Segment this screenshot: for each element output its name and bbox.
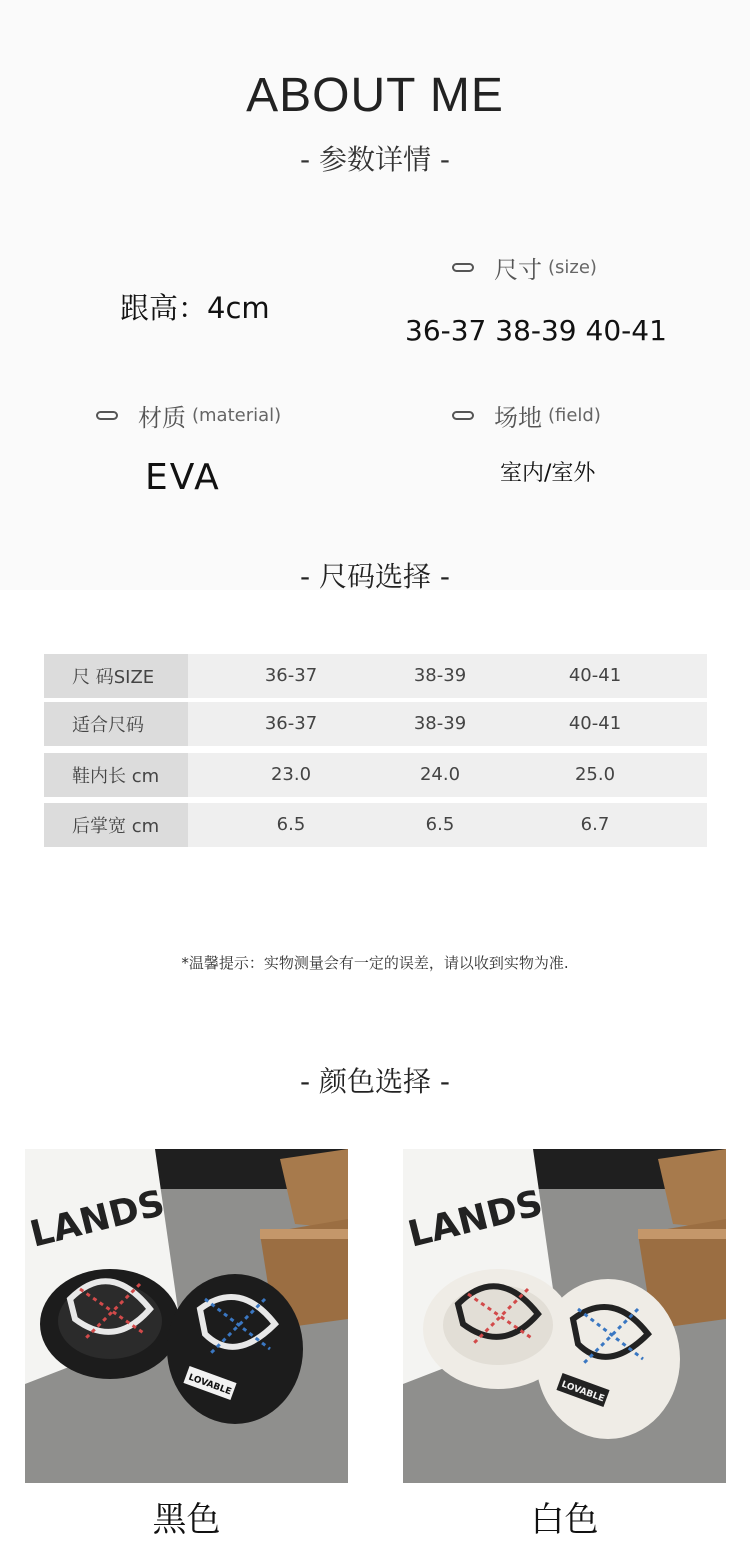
page-subtitle: - 参数详情 -	[299, 143, 450, 176]
table-row	[44, 702, 707, 746]
material-label-en: (material)	[192, 405, 282, 426]
table-cell: 6.7	[580, 814, 610, 835]
page-title: ABOUT ME	[246, 69, 504, 122]
field-value: 室内/室外	[500, 461, 596, 486]
size-label-text: 尺寸	[494, 256, 542, 284]
table-row	[44, 753, 707, 797]
black-shoe-photo[interactable]	[25, 1149, 348, 1483]
badge-text: LOVABLE	[186, 1372, 233, 1398]
table-cell: 24.0	[419, 764, 461, 785]
dash-icon	[452, 263, 474, 272]
bag-print: LANDS	[404, 1182, 547, 1256]
table-row	[44, 803, 707, 847]
color-section-title: - 颜色选择 -	[299, 1065, 450, 1098]
table-cell: 23.0	[270, 764, 312, 785]
dash-icon	[452, 411, 474, 420]
color-option-white[interactable]: 白色	[530, 1500, 599, 1540]
bag-print: LANDS	[26, 1182, 169, 1256]
table-row	[44, 654, 707, 698]
material-value: EVA	[145, 457, 221, 498]
table-cell: 36-37	[264, 665, 318, 686]
badge-text: LOVABLE	[559, 1379, 606, 1405]
dash-icon	[96, 411, 118, 420]
row-header: 适合尺码	[44, 702, 188, 746]
size-section-title: - 尺码选择 -	[299, 560, 450, 593]
table-cell: 40-41	[568, 713, 622, 734]
size-label	[452, 250, 597, 285]
table-cell: 38-39	[413, 713, 467, 734]
table-cell: 6.5	[276, 814, 306, 835]
table-cell: 36-37	[264, 713, 318, 734]
table-cell: 6.5	[425, 814, 455, 835]
field-label-en: (field)	[548, 405, 601, 426]
color-option-black[interactable]: 黑色	[152, 1500, 221, 1540]
heel-height-value: 跟高：4cm	[120, 291, 270, 325]
measurement-note: *温馨提示：实物测量会有一定的误差，请以收到实物为准.	[181, 954, 569, 972]
table-cell: 25.0	[574, 764, 616, 785]
field-label	[452, 398, 601, 433]
row-header: 后掌宽 cm	[44, 803, 188, 847]
row-header: 鞋内长 cm	[44, 753, 188, 797]
size-value: 36-37 38-39 40-41	[405, 314, 667, 347]
table-cell: 40-41	[568, 665, 622, 686]
material-label-text: 材质	[138, 404, 186, 432]
table-cell: 38-39	[413, 665, 467, 686]
field-label-text: 场地	[494, 404, 542, 432]
material-label	[96, 398, 281, 433]
white-shoe-photo[interactable]	[403, 1149, 726, 1483]
size-label-en: (size)	[548, 257, 597, 278]
row-header: 尺 码SIZE	[44, 654, 188, 698]
